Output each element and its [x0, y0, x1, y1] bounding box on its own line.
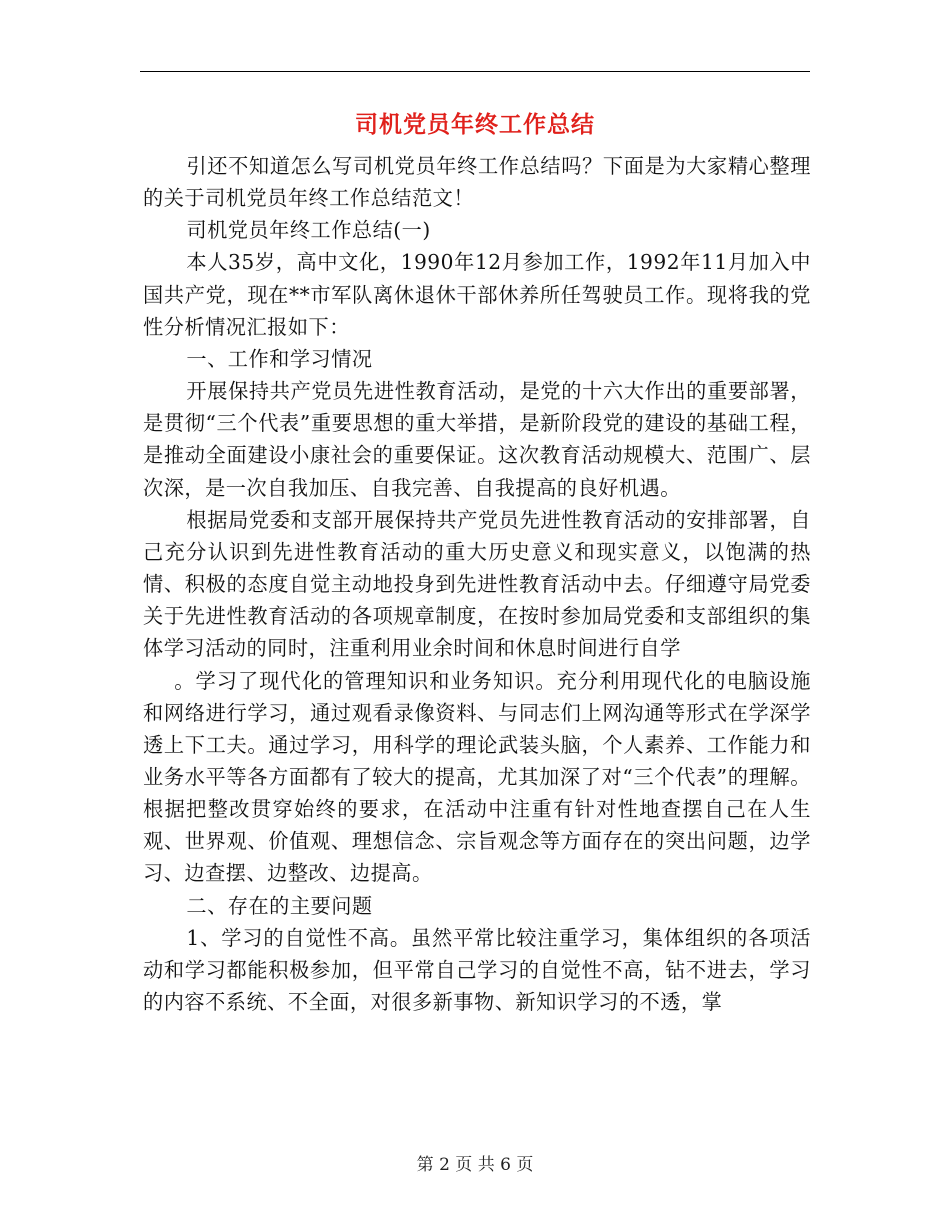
- paragraph-subtitle: 司机党员年终工作总结(一): [186, 218, 431, 243]
- paragraph-problem-1: 1、学习的自觉性不高。虽然平常比较注重学习，集体组织的各项活动和学习都能积极参加，但平常自己学习的自觉性不高，钻不进去，学习的内容不系统、不全面，对很多新事物、新知识学习的不透，掌: [143, 925, 811, 1015]
- header-rule: [140, 71, 810, 72]
- paragraph-activity-significance: 开展保持共产党员先进性教育活动，是党的十六大作出的重要部署，是贯彻“三个代表”重要思想的重大举措，是新阶段党的建设的基础工程，是推动全面建设小康社会的重要保证。这次教育活动规模大、范围广、层次深，是一次自我加压、自我完善、自我提高的良好机遇。: [143, 379, 811, 500]
- section-heading-work-study: 一、工作和学习情况: [186, 346, 373, 371]
- paragraph-intro: 引还不知道怎么写司机党员年终工作总结吗？下面是为大家精心整理的关于司机党员年终工作总结范文！: [143, 154, 811, 211]
- section-heading-problems: 二、存在的主要问题: [186, 893, 373, 918]
- page-number: 第 2 页 共 6 页: [416, 1155, 534, 1175]
- paragraph-self-intro: 本人35岁，高中文化，1990年12月参加工作，1992年11月加入中国共产党，现在**市军队离休退休干部休养所任驾驶员工作。现将我的党性分析情况汇报如下：: [143, 250, 811, 339]
- document-title: 司机党员年终工作总结: [355, 111, 595, 138]
- paragraph-learning: 。学习了现代化的管理知识和业务知识。充分利用现代化的电脑设施和网络进行学习，通过观看录像资料、与同志们上网沟通等形式在学深学透上下工夫。通过学习，用科学的理论武装头脑，个人素养、工作能力和业务水平等各方面都有了较大的提高，尤其加深了对“三个代表”的理解。根据把整改贯穿始终的要求，在活动中注重有针对性地查摆自己在人生观、世界观、价值观、理想信念、宗旨观念等方面存在的突出问题，边学习、边查摆、边整改、边提高。: [143, 668, 811, 886]
- document-body: [143, 150, 811, 1018]
- paragraph-deployment: 根据局党委和支部开展保持共产党员先进性教育活动的安排部署，自己充分认识到先进性教育活动的重大历史意义和现实意义，以饱满的热情、积极的态度自觉主动地投身到先进性教育活动中去。仔细遵守局党委关于先进性教育活动的各项规章制度，在按时参加局党委和支部组织的集体学习活动的同时，注重利用业余时间和休息时间进行自学: [143, 507, 811, 661]
